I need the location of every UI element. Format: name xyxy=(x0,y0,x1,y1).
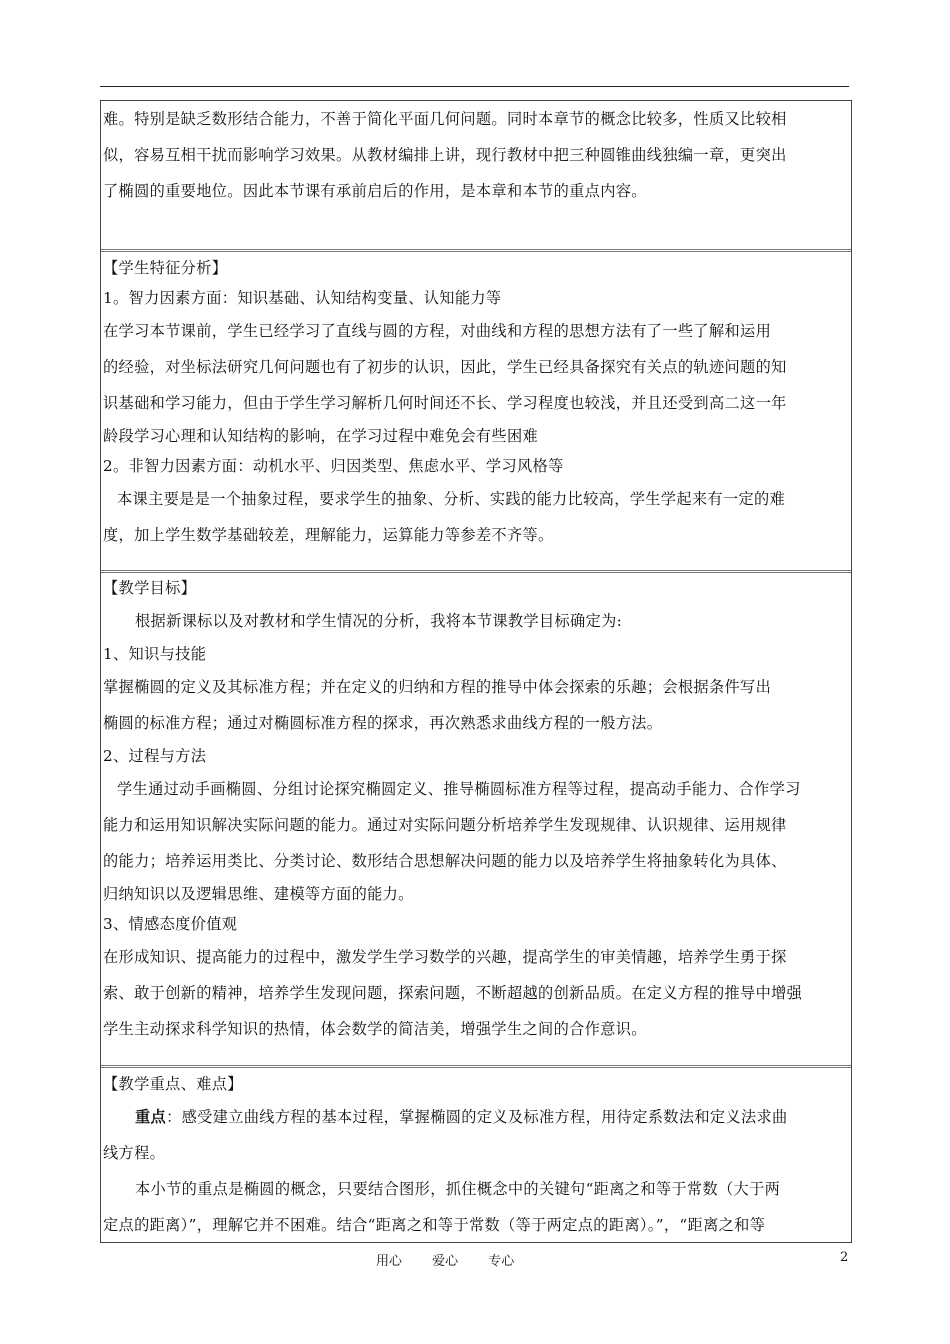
goal-process-line-3: 的能力；培养运用类比、分类讨论、数形结合思想解决问题的能力以及培养学生将抽象转化为具体、 xyxy=(103,852,787,870)
intellectual-line-1: 在学习本节课前，学生已经学习了直线与圆的方程，对曲线和方程的思想方法有了一些了解和运用 xyxy=(103,322,772,340)
student-analysis-cell xyxy=(101,253,851,553)
student-analysis-heading: 【学生特征分析】 xyxy=(103,259,228,277)
intellectual-line-2: 的经验，对坐标法研究几何问题也有了初步的认识，因此，学生已经具备探究有关点的轨迹问题的知 xyxy=(103,358,787,376)
teaching-goals-cell xyxy=(101,573,851,1047)
non-intellectual-line-1: 本课主要是是一个抽象过程，要求学生的抽象、分析、实践的能力比较高，学生学起来有一定的难 xyxy=(117,490,786,508)
header-rule xyxy=(100,86,849,87)
goal-attitude-line-3: 学生主动探求科学知识的热情，体会数学的简洁美，增强学生之间的合作意识。 xyxy=(103,1020,647,1038)
goal-process-line-4: 归纳知识以及逻辑思维、建模等方面的能力。 xyxy=(103,885,414,903)
key-point-text: ：感受建立曲线方程的基本过程，掌握椭圆的定义及标准方程，用待定系数法和定义法求曲 xyxy=(166,1108,788,1126)
intellectual-factors-title: 1。智力因素方面：知识基础、认知结构变量、认知能力等 xyxy=(103,289,502,307)
row-separator xyxy=(101,1065,851,1068)
intro-line-2: 似，容易互相干扰而影响学习效果。从教材编排上讲，现行教材中把三种圆锥曲线独编一章，更突出 xyxy=(103,146,787,164)
intellectual-line-4: 龄段学习心理和认知结构的影响，在学习过程中难免会有些困难 xyxy=(103,427,539,445)
goal-knowledge-title: 1、知识与技能 xyxy=(103,645,207,663)
goal-knowledge-line-1: 掌握椭圆的定义及其标准方程；并在定义的归纳和方程的推导中体会探索的乐趣；会根据条件写出 xyxy=(103,678,772,696)
key-paragraph-line-1: 本小节的重点是椭圆的概念，只要结合图形，抓住概念中的关键句“距离之和等于常数（大于两 xyxy=(135,1180,781,1198)
page-footer xyxy=(0,1250,950,1270)
teaching-goals-heading: 【教学目标】 xyxy=(103,579,197,597)
teaching-goals-intro: 根据新课标以及对教材和学生情况的分析，我将本节课教学目标确定为: xyxy=(135,612,623,630)
goal-process-title: 2、过程与方法 xyxy=(103,747,207,765)
non-intellectual-line-2: 度，加上学生数学基础较差，理解能力，运算能力等参差不齐等。 xyxy=(103,526,554,544)
goal-attitude-line-1: 在形成知识、提高能力的过程中，激发学生学习数学的兴趣，提高学生的审美情趣，培养学生勇于探 xyxy=(103,948,787,966)
goal-attitude-title: 3、情感态度价值观 xyxy=(103,915,238,933)
footer-motto: 用心 爱心 专心 xyxy=(376,1254,515,1269)
intellectual-line-3: 识基础和学习能力，但由于学生学习解析几何时间还不长、学习程度也较浅，并且还受到高二这一年 xyxy=(103,394,787,412)
key-point-line-1 xyxy=(103,1099,847,1135)
key-points-heading: 【教学重点、难点】 xyxy=(103,1075,243,1093)
row-separator xyxy=(101,249,851,252)
page-number: 2 xyxy=(840,1250,849,1265)
goal-process-line-2: 能力和运用知识解决实际问题的能力。通过对实际问题分析培养学生发现规律、认识规律、运用规律 xyxy=(103,816,787,834)
key-points-cell xyxy=(101,1069,851,1243)
intro-line-1: 难。特别是缺乏数形结合能力，不善于简化平面几何问题。同时本章节的概念比较多，性质又比较相 xyxy=(103,110,787,128)
goal-attitude-line-2: 索、敢于创新的精神，培养学生发现问题，探索问题，不断超越的创新品质。在定义方程的推导中增强 xyxy=(103,984,803,1002)
intro-line-3: 了椭圆的重要地位。因此本节课有承前启后的作用，是本章和本节的重点内容。 xyxy=(103,182,647,200)
goal-knowledge-line-2: 椭圆的标准方程；通过对椭圆标准方程的探求，再次熟悉求曲线方程的一般方法。 xyxy=(103,714,663,732)
key-paragraph-line-2: 定点的距离）”，理解它并不困难。结合“距离之和等于常数（等于两定点的距离）。”，“距离之和等 xyxy=(103,1216,766,1234)
key-point-line-2: 线方程。 xyxy=(103,1144,166,1162)
non-intellectual-factors-title: 2。非智力因素方面：动机水平、归因类型、焦虑水平、学习风格等 xyxy=(103,457,564,475)
key-point-label: 重点 xyxy=(135,1108,167,1126)
intro-cell xyxy=(101,101,851,209)
lesson-plan-table xyxy=(100,100,852,1243)
goal-process-line-1: 学生通过动手画椭圆、分组讨论探究椭圆定义、推导椭圆标准方程等过程，提高动手能力、合作学习 xyxy=(117,780,801,798)
